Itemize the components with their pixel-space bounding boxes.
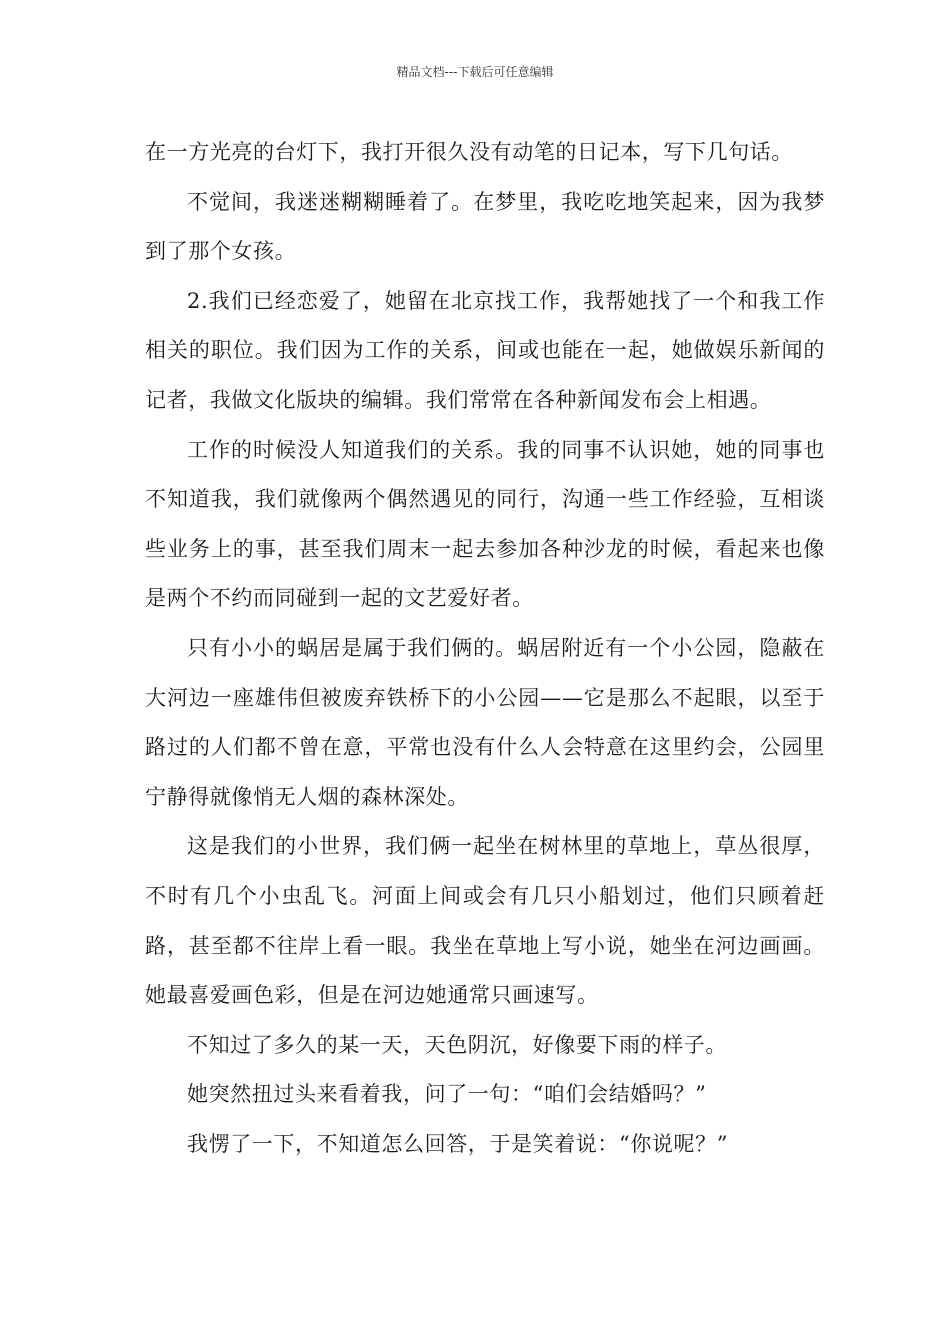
- paragraph: 这是我们的小世界，我们俩一起坐在树林里的草地上，草丛很厚，不时有几个小虫乱飞。河面上间或会有几只小船划过，他们只顾着赶路，甚至都不往岸上看一眼。我坐在草地上写小说，她坐在河边画画。她最喜爱画色彩，但是在河边她通常只画速写。: [145, 834, 825, 1008]
- paragraph: 不觉间，我迷迷糊糊睡着了。在梦里，我吃吃地笑起来，因为我梦到了那个女孩。: [145, 189, 825, 264]
- paragraph: 2.我们已经恋爱了，她留在北京找工作，我帮她找了一个和我工作相关的职位。我们因为工作的关系，间或也能在一起，她做娱乐新闻的记者，我做文化版块的编辑。我们常常在各种新闻发布会上相遇。: [145, 288, 825, 412]
- document-body: [145, 128, 825, 1169]
- page-header: 精品文档---下载后可任意编辑: [396, 65, 554, 79]
- paragraph: 只有小小的蜗居是属于我们俩的。蜗居附近有一个小公园，隐蔽在大河边一座雄伟但被废弃铁桥下的小公园——它是那么不起眼，以至于路过的人们都不曾在意，平常也没有什么人会特意在这里约会，公园里宁静得就像悄无人烟的森林深处。: [145, 635, 825, 809]
- paragraph: 在一方光亮的台灯下，我打开很久没有动笔的日记本，写下几句话。: [145, 140, 793, 164]
- paragraph: 她突然扭过头来看着我，问了一句：“咱们会结婚吗？”: [187, 1082, 707, 1107]
- paragraph: 不知过了多久的某一天，天色阴沉，好像要下雨的样子。: [187, 1032, 727, 1057]
- paragraph: 我愣了一下，不知道怎么回答，于是笑着说：“你说呢？”: [187, 1131, 729, 1156]
- paragraph: 工作的时候没人知道我们的关系。我的同事不认识她，她的同事也不知道我，我们就像两个偶然遇见的同行，沟通一些工作经验，互相谈些业务上的事，甚至我们周末一起去参加各种沙龙的时候，看起来也像是两个不约而同碰到一起的文艺爱好者。: [145, 437, 825, 611]
